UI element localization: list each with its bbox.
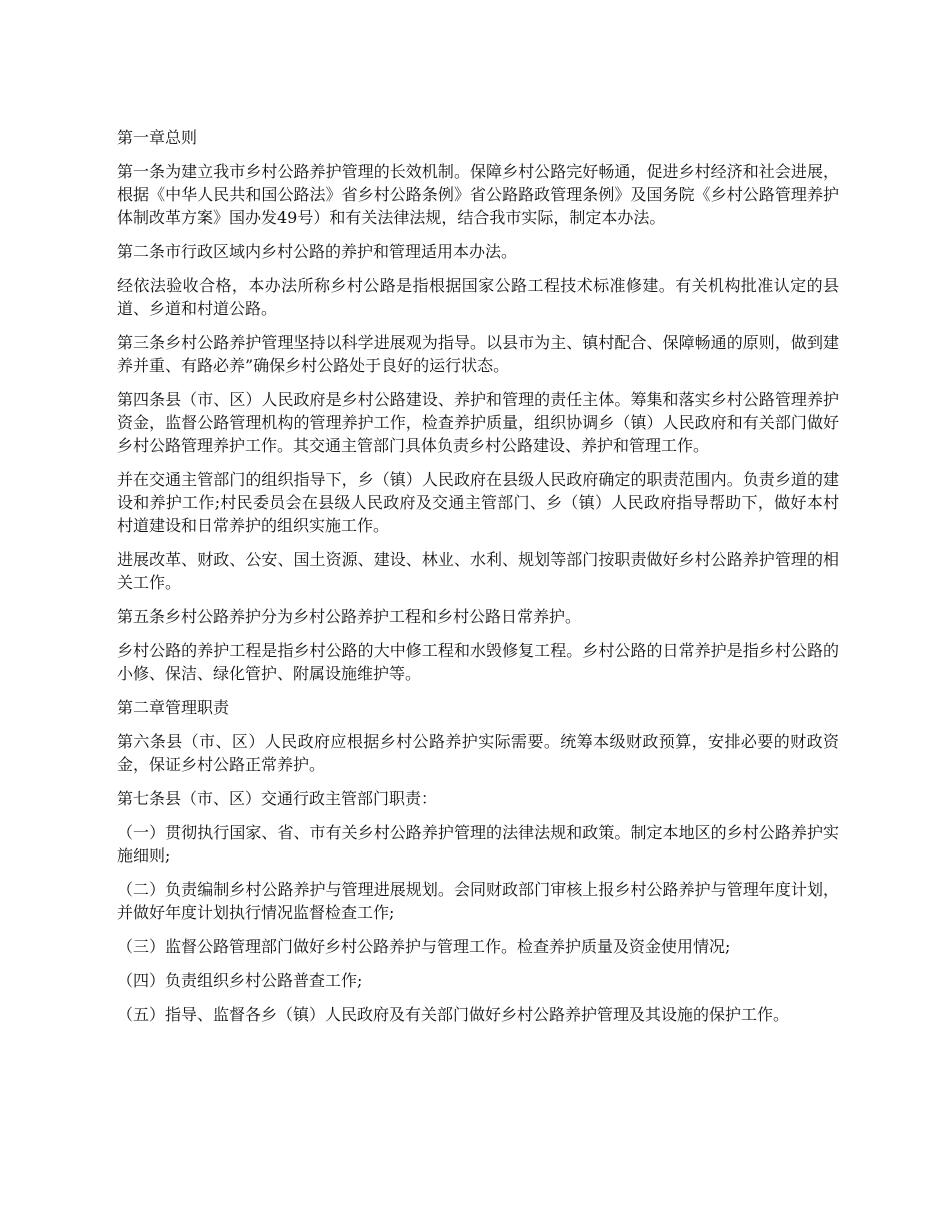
list-item: （二）负责编制乡村公路养护与管理进展规划。会同财政部门审核上报乡村公路养护与管理年度计划，并做好年度计划执行情况监督检查工作; <box>117 880 839 922</box>
paragraph: 经依法验收合格，本办法所称乡村公路是指根据国家公路工程技术标准修建。有关机构批准认定的县道、乡道和村道公路。 <box>117 276 839 318</box>
list-item: （四）负责组织乡村公路普查工作; <box>117 971 363 990</box>
chapter-heading: 第二章管理职责 <box>117 698 230 717</box>
paragraph: 第五条乡村公路养护分为乡村公路养护工程和乡村公路日常养护。 <box>117 607 582 626</box>
paragraph: 第三条乡村公路养护管理坚持以科学进展观为指导。以县市为主、镇村配合、保障畅通的原则，做到建养并重、有路必养”确保乡村公路处于良好的运行状态。 <box>117 333 839 375</box>
list-item: （三）监督公路管理部门做好乡村公路养护与管理工作。检查养护质量及资金使用情况; <box>117 937 731 956</box>
list-item: （五）指导、监督各乡（镇）人民政府及有关部门做好乡村公路养护管理及其设施的保护工作。 <box>117 1005 790 1024</box>
paragraph: 第四条县（市、区）人民政府是乡村公路建设、养护和管理的责任主体。筹集和落实乡村公路管理养护资金，监督公路管理机构的管理养护工作，检查养护质量，组织协调乡（镇）人民政府和有关部门做好乡村公路管理养护工作。其交通主管部门具体负责乡村公路建设、养护和管理工作。 <box>117 390 839 455</box>
paragraph: 第六条县（市、区）人民政府应根据乡村公路养护实际需要。统筹本级财政预算，安排必要的财政资金，保证乡村公路正常养护。 <box>117 732 839 774</box>
paragraph: 进展改革、财政、公安、国土资源、建设、林业、水利、规划等部门按职责做好乡村公路养护管理的相关工作。 <box>117 550 839 592</box>
paragraph: 并在交通主管部门的组织指导下，乡（镇）人民政府在县级人民政府确定的职责范围内。负责乡道的建设和养护工作;村民委员会在县级人民政府及交通主管部门、乡（镇）人民政府指导帮助下，做好本村村道建设和日常养护的组织实施工作。 <box>117 470 839 535</box>
chapter-heading: 第一章总则 <box>117 128 198 147</box>
paragraph: 第一条为建立我市乡村公路养护管理的长效机制。保障乡村公路完好畅通，促进乡村经济和社会进展，根据《中华人民共和国公路法》省乡村公路条例》省公路路政管理条例》及国务院《乡村公路管理养护体制改革方案》国办发49号）和有关法律法规，结合我市实际，制定本办法。 <box>117 162 839 227</box>
paragraph: 乡村公路的养护工程是指乡村公路的大中修工程和水毁修复工程。乡村公路的日常养护是指乡村公路的小修、保洁、绿化管护、附属设施维护等。 <box>117 641 839 683</box>
list-item: （一）贯彻执行国家、省、市有关乡村公路养护管理的法律法规和政策。制定本地区的乡村公路养护实施细则; <box>117 823 839 865</box>
paragraph: 第二条市行政区域内乡村公路的养护和管理适用本办法。 <box>117 242 518 261</box>
paragraph: 第七条县（市、区）交通行政主管部门职责： <box>117 789 438 808</box>
document-body <box>117 126 839 1037</box>
